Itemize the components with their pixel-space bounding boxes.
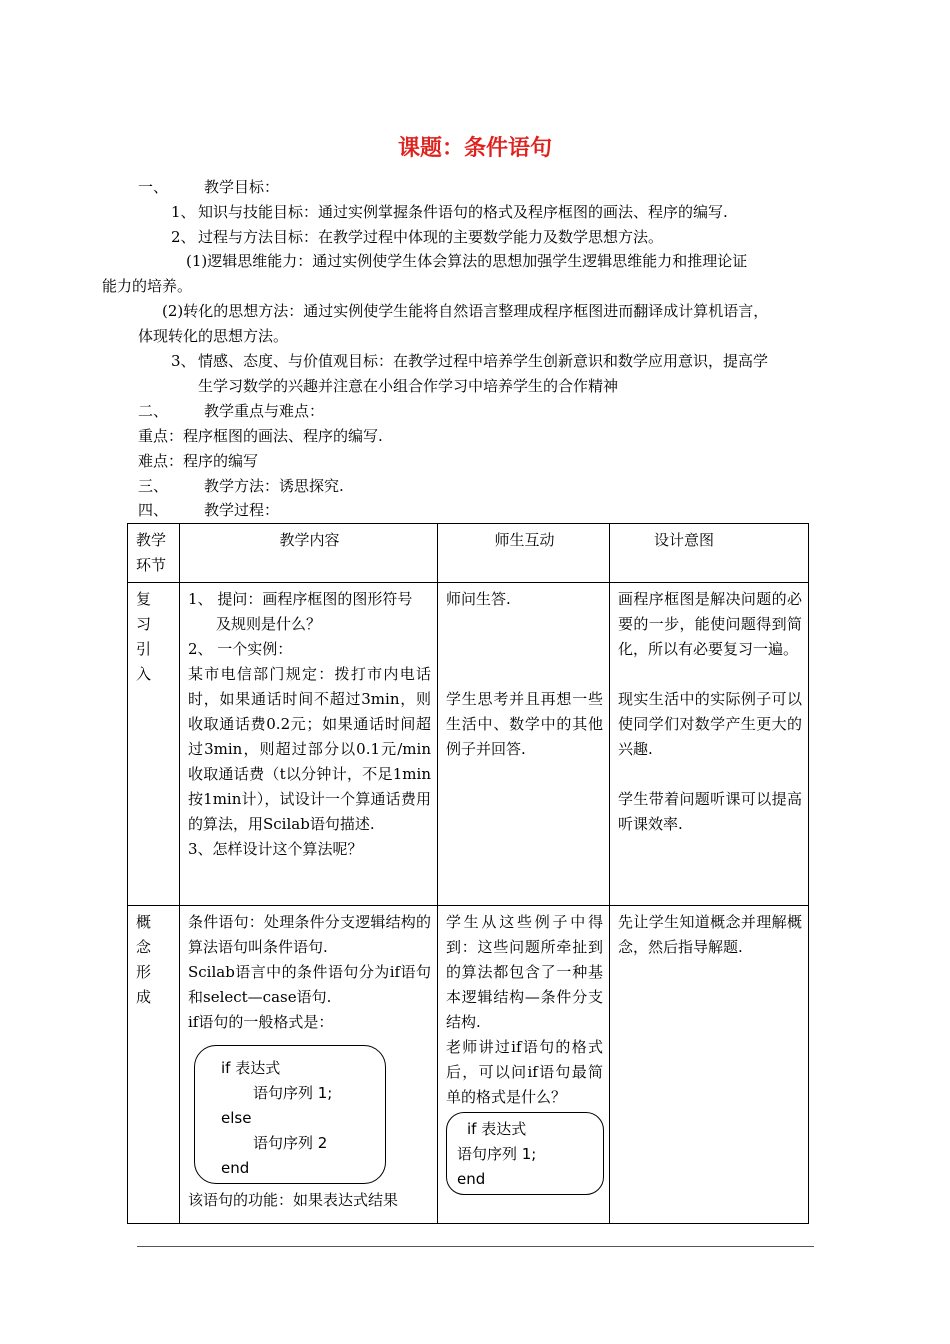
- scilab-text: Scilab语言中的条件语句分为if语句和select—case语句.: [188, 963, 431, 1006]
- stage-concept: [128, 906, 180, 1224]
- goal-2a-line-1: (1)逻辑思维能力：通过实例使学生体会算法的思想加强学生逻辑思维能力和推理论证: [186, 252, 748, 270]
- stage-review: [128, 583, 180, 906]
- goal-2-number: 2、: [171, 228, 196, 246]
- intent-text-b: 现实生活中的实际例子可以使同学们对数学产生更大的兴趣.: [618, 690, 802, 758]
- goal-2a-line-2: 能力的培养。: [102, 277, 193, 295]
- goal-2b-line-1: (2)转化的思想方法：通过实例使学生能将自然语言整理成程序框图进而翻译成计算机语言，: [162, 302, 769, 320]
- stage-char: 习: [136, 615, 152, 633]
- interaction-text-a: 师问生答.: [446, 590, 511, 608]
- teaching-process-table: [127, 523, 809, 1224]
- table-row-concept: [128, 906, 809, 1224]
- question-2: 2、 一个实例：: [188, 640, 293, 658]
- table-row-review: [128, 583, 809, 906]
- code-line: if 表达式: [467, 1120, 527, 1138]
- goal-3-number: 3、: [171, 352, 196, 370]
- code-line: end: [221, 1159, 250, 1177]
- concept-interaction: [438, 906, 610, 1224]
- footer-divider: [137, 1246, 814, 1247]
- question-1-line-1: 提问：画程序框图的图形符号: [217, 590, 413, 608]
- section-4-title: 教学过程：: [204, 501, 280, 519]
- review-interaction: [438, 583, 610, 906]
- goal-2b-line-2: 体现转化的思想方法。: [138, 327, 289, 345]
- if-format-intro: if语句的一般格式是：: [188, 1013, 334, 1031]
- stage-char: 形: [136, 963, 152, 981]
- key-point: 重点：程序框图的画法、程序的编写.: [138, 427, 383, 445]
- review-content: [180, 583, 438, 906]
- stage-char: 概: [136, 913, 152, 931]
- stage-char: 念: [136, 938, 152, 956]
- if-code-box: [446, 1112, 604, 1195]
- question-3: 3、怎样设计这个算法呢？: [188, 840, 363, 858]
- section-1-number: 一、: [138, 178, 169, 196]
- question-1-number: 1、: [188, 590, 213, 608]
- intent-text-a: 先让学生知道概念并理解概念，然后指导解题.: [618, 913, 802, 956]
- code-line: 语句序列 2: [253, 1134, 328, 1152]
- header-intent: 设计意图: [610, 524, 809, 583]
- section-2-number: 二、: [138, 402, 169, 420]
- interaction-text-b: 学生思考并且再想一些生活中、数学中的其他例子并回答.: [446, 690, 603, 758]
- header-stage: 教学环节: [128, 524, 180, 583]
- section-4-number: 四、: [138, 501, 169, 519]
- section-3-number: 三、: [138, 477, 169, 495]
- page-title: 课题：条件语句: [397, 136, 552, 161]
- interaction-text-b: 老师讲过if语句的格式后，可以问if语句最简单的格式是什么？: [446, 1038, 603, 1106]
- table-header-row: [128, 524, 809, 583]
- intent-text-c: 学生带着问题听课可以提高听课效率.: [618, 790, 802, 833]
- question-1-line-2: 及规则是什么？: [216, 615, 322, 633]
- goal-1-number: 1、: [171, 203, 196, 221]
- stage-char: 引: [136, 640, 152, 658]
- definition-text: 条件语句：处理条件分支逻辑结构的算法语句叫条件语句.: [188, 913, 431, 956]
- header-content: 教学内容: [180, 524, 438, 583]
- goal-3-line-2: 生学习数学的兴趣并注意在小组合作学习中培养学生的合作精神: [198, 377, 619, 395]
- difficulty: 难点：程序的编写: [138, 452, 259, 470]
- goal-3-line-1: 情感、态度、与价值观目标：在教学过程中培养学生创新意识和数学应用意识，提高学: [198, 352, 769, 370]
- review-intent: [610, 583, 809, 906]
- code-line: if 表达式: [221, 1059, 281, 1077]
- function-text: 该语句的功能：如果表达式结果: [188, 1191, 399, 1209]
- goal-2-text: 过程与方法目标：在教学过程中体现的主要数学能力及数学思想方法。: [198, 228, 664, 246]
- interaction-text-a: 学生从这些例子中得到：这些问题所牵扯到的算法都包含了一种基本逻辑结构—条件分支结构.: [446, 913, 603, 1031]
- example-text: 某市电信部门规定：拨打市内电话时，如果通话时间不超过3min，则收取通话费0.2元；如果通话时间超过3min，则超过部分以0.1元/min收取通话费（t以分钟计，不足1min按1min计），试设计一个算通话费用的算法，用Scilab语句描述.: [188, 665, 431, 833]
- section-2-title: 教学重点与难点：: [204, 402, 325, 420]
- code-line: 语句序列 1;: [457, 1145, 537, 1163]
- code-line: 语句序列 1;: [253, 1084, 333, 1102]
- header-interaction: 师生互动: [438, 524, 610, 583]
- stage-char: 复: [136, 590, 152, 608]
- stage-char: 成: [136, 988, 152, 1006]
- stage-char: 入: [136, 665, 152, 683]
- code-line: end: [457, 1170, 486, 1188]
- concept-intent: [610, 906, 809, 1224]
- concept-content: [180, 906, 438, 1224]
- if-else-code-box: [194, 1045, 386, 1184]
- code-line: else: [221, 1109, 252, 1127]
- goal-1-text: 知识与技能目标：通过实例掌握条件语句的格式及程序框图的画法、程序的编写.: [198, 203, 728, 221]
- section-1-title: 教学目标：: [204, 178, 280, 196]
- intent-text-a: 画程序框图是解决问题的必要的一步，能使问题得到简化，所以有必要复习一遍。: [618, 590, 802, 658]
- section-3-title: 教学方法：诱思探究.: [204, 477, 344, 495]
